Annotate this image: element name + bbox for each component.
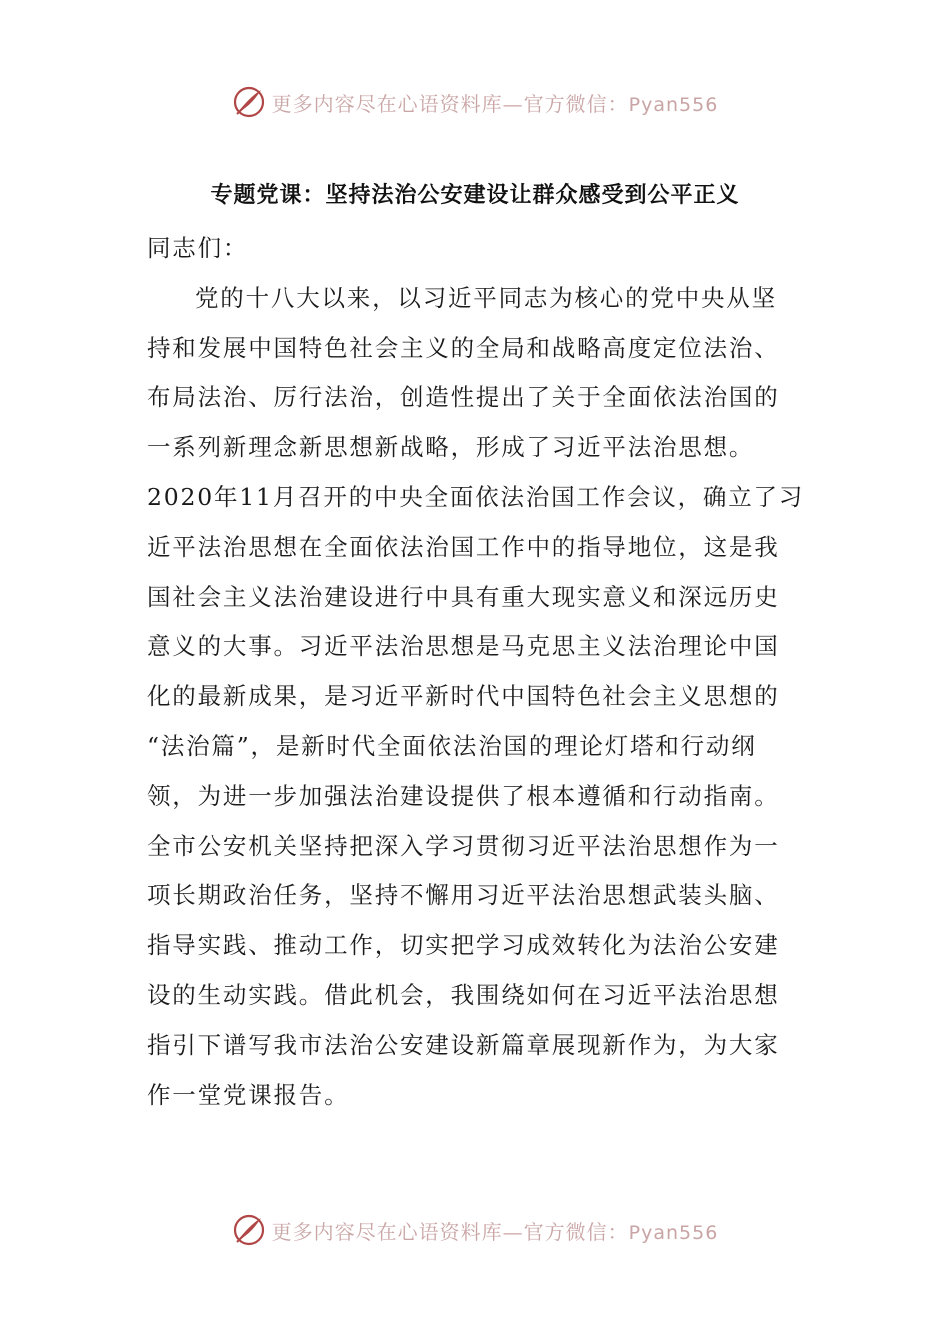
salutation: 同志们：: [147, 234, 249, 262]
paragraph-line: 指引下谱写我市法治公安建设新篇章展现新作为，为大家: [147, 1030, 780, 1059]
footer-watermark: [0, 1210, 950, 1250]
document-body: [147, 224, 807, 1120]
paragraph-line: 国社会主义法治建设进行中具有重大现实意义和深远历史: [147, 582, 780, 611]
paragraph-line: 持和发展中国特色社会主义的全局和战略高度定位法治、: [147, 333, 780, 362]
header-watermark: [0, 82, 950, 122]
paragraph-line: 设的生动实践。借此机会，我围绕如何在习近平法治思想: [147, 980, 780, 1009]
paragraph-line: 项长期政治任务，坚持不懈用习近平法治思想武装头脑、: [147, 881, 780, 910]
paragraph-line: “法治篇”，是新时代全面依法治国的理论灯塔和行动纲: [147, 731, 757, 760]
paragraph-line: 2020年11月召开的中央全面依法治国工作会议，确立了习: [147, 482, 805, 511]
paragraph-line: 意义的大事。习近平法治思想是马克思主义法治理论中国: [147, 632, 780, 661]
paragraph-line: 近平法治思想在全面依法治国工作中的指导地位，这是我: [147, 532, 780, 561]
quill-pen-logo-icon: [232, 85, 266, 119]
watermark-text: 更多内容尽在心语资料库—官方微信：Pyan556: [271, 1219, 719, 1244]
paragraph-line: 指导实践、推动工作，切实把学习成效转化为法治公安建: [147, 931, 780, 960]
paragraph-line: 全市公安机关坚持把深入学习贯彻习近平法治思想作为一: [147, 831, 780, 860]
paragraph-line: 化的最新成果，是习近平新时代中国特色社会主义思想的: [147, 682, 780, 711]
paragraph-line: 领，为进一步加强法治建设提供了根本遵循和行动指南。: [147, 781, 780, 810]
paragraph-line: 一系列新理念新思想新战略，形成了习近平法治思想。: [147, 433, 755, 462]
watermark-text: 更多内容尽在心语资料库—官方微信：Pyan556: [271, 91, 719, 116]
document-title: 专题党课：坚持法治公安建设让群众感受到公平正义: [210, 183, 740, 208]
paragraph-line: 党的十八大以来，以习近平同志为核心的党中央从坚: [195, 283, 777, 312]
quill-pen-logo-icon: [232, 1213, 266, 1247]
paragraph-line: 作一堂党课报告。: [147, 1080, 350, 1109]
paragraph-line: 布局法治、厉行法治，创造性提出了关于全面依法治国的: [147, 383, 780, 412]
